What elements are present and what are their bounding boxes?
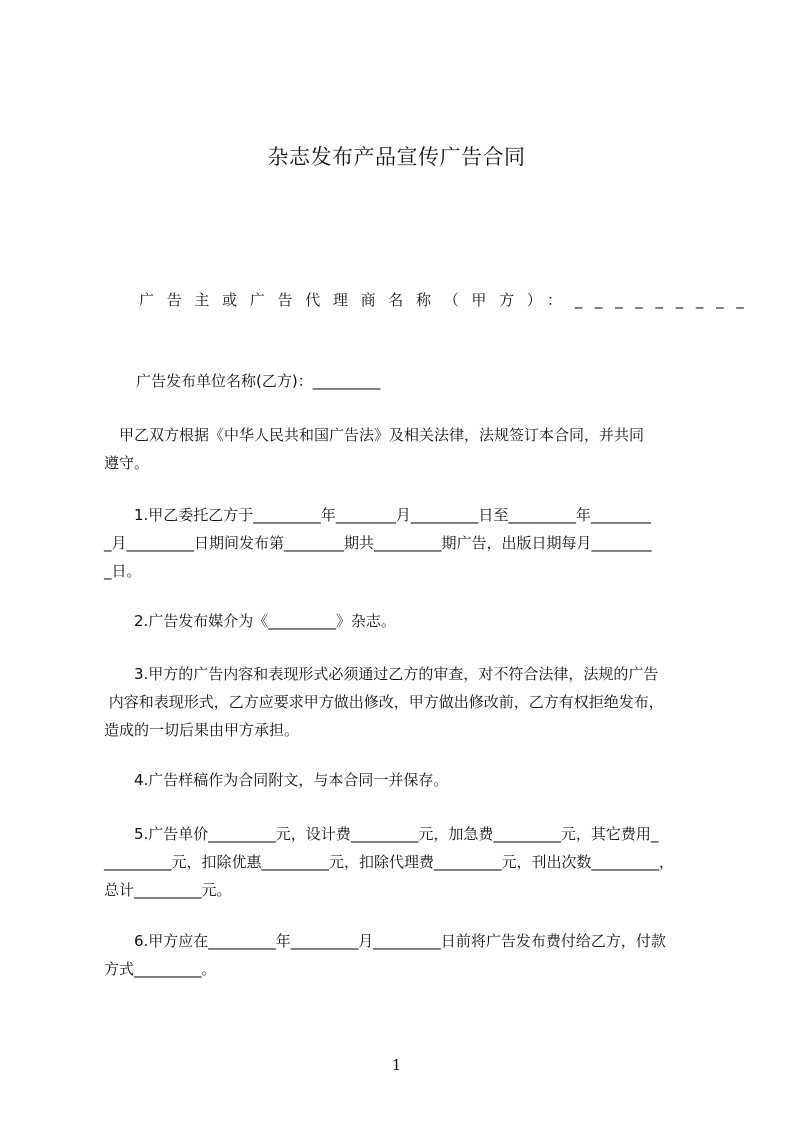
clause-1-line-2: _月_________日期间发布第________期共_________期广告，出版日期每月________ [104,534,652,552]
intro-line-2: 遵守。 [104,454,150,472]
clause-5-line-1: 5.广告单价_________元，设计费_________元，加急费_________元，其它费用_ [104,825,659,843]
clause-1-line-1: 1.甲乙委托乙方于_________年________月_________日至_________年________ [104,506,651,524]
party-a-line: 广告主或广告代理商名称（甲方）：_________ [139,291,757,309]
intro-line-1: 甲乙双方根据《中华人民共和国广告法》及相关法律，法规签订本合同，并共同 [104,426,645,444]
page-number: 1 [391,1056,402,1074]
clause-6 [104,927,710,983]
party-b-line: 广告发布单位名称(乙方)：_________ [136,372,381,390]
intro-paragraph [104,421,710,477]
clause-2 [104,607,710,635]
clause-3 [104,660,710,744]
clause-1 [104,501,710,585]
clause-5-line-3: 总计_________元。 [104,881,232,899]
clause-1-line-3: _日。 [104,562,142,580]
clause-2-line-1: 2.广告发布媒介为《_________》杂志。 [104,612,396,630]
clause-4-line-1: 4.广告样稿作为合同附文，与本合同一并保存。 [104,771,449,789]
clause-5 [104,820,710,904]
clause-3-line-1: 3.甲方的广告内容和表现形式必须通过乙方的审查，对不符合法律，法规的广告 [104,665,659,683]
clause-5-line-2: _________元，扣除优惠_________元，扣除代理费_________元，刊出次数_________， [104,853,675,871]
clause-4 [104,766,710,794]
clause-3-line-2: 内容和表现形式，乙方应要求甲方做出修改，甲方做出修改前，乙方有权拒绝发布， [104,693,664,711]
clause-6-line-1: 6.甲方应在_________年_________月_________日前将广告发布费付给乙方，付款 [104,932,666,950]
clause-3-line-3: 造成的一切后果由甲方承担。 [104,721,300,739]
document-title: 杂志发布产品宣传广告合同 [267,145,526,169]
clause-6-line-2: 方式_________。 [104,960,217,978]
